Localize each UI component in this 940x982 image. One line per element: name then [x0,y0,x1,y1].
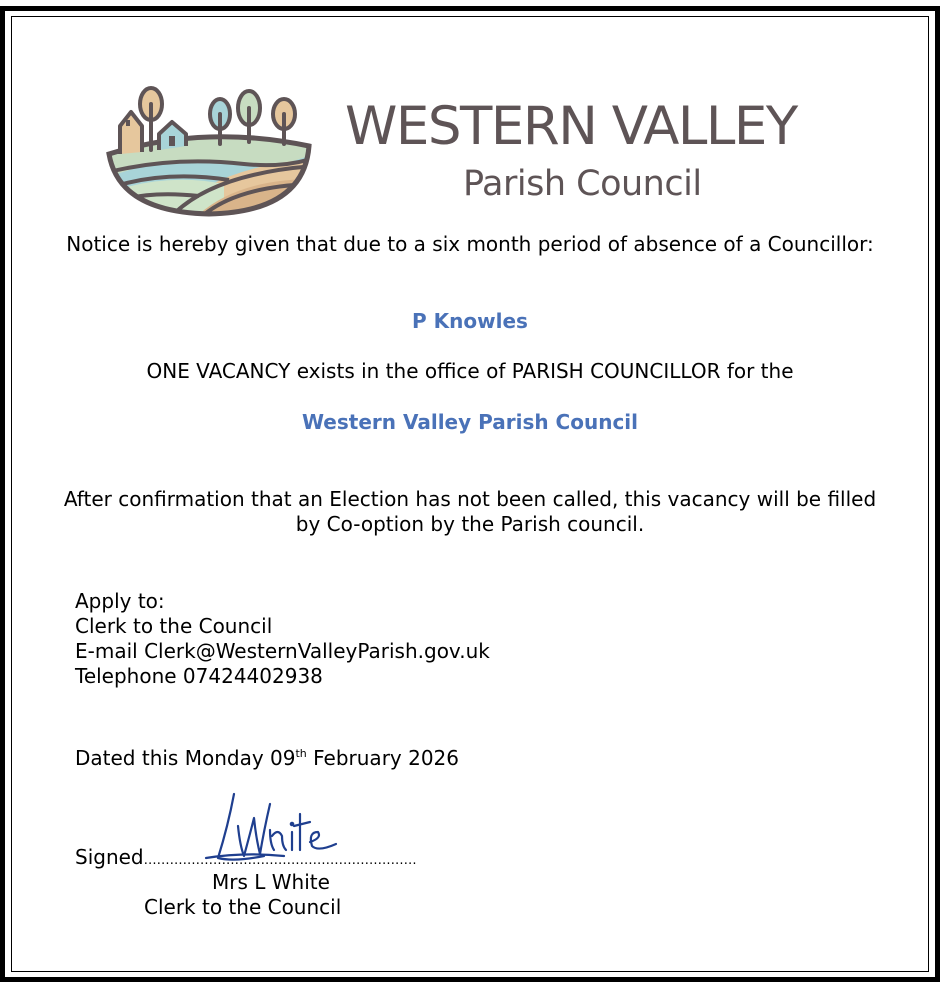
notice-intro: Notice is hereby given that due to a six month period of absence of a Councillor: [66,232,874,256]
contact-block [75,589,490,689]
cooption-statement: After confirmation that an Election has not been called, this vacancy will be filled by Co-option by the Parish council. [63,487,877,536]
signed-label: Signed [75,845,144,869]
dated-line [75,741,459,771]
council-name: Western Valley Parish Council [301,410,639,434]
signatory-name: Mrs L White [212,870,330,894]
council-logo-subtitle: Parish Council [463,164,702,204]
dated-suffix: February 2026 [306,746,460,770]
handwritten-signature [204,786,344,866]
signatory-role: Clerk to the Council [144,895,342,919]
email-line: E-mail Clerk@WesternValleyParish.gov.uk [75,639,490,663]
council-logo-title: WESTERN VALLEY [345,96,797,157]
apply-to-label: Apply to: [75,589,165,613]
telephone-line: Telephone 07424402938 [75,664,323,688]
councillor-name: P Knowles [412,309,528,333]
vacancy-statement: ONE VACANCY exists in the office of PARISH COUNCILLOR for the [146,359,794,383]
dated-superscript: th [295,747,307,760]
signature-dotted-line: ……………………………………………………… [143,853,417,868]
clerk-title: Clerk to the Council [75,614,273,638]
village-hills-logo-icon [104,84,314,219]
dated-prefix: Dated this Monday 09 [75,746,296,770]
